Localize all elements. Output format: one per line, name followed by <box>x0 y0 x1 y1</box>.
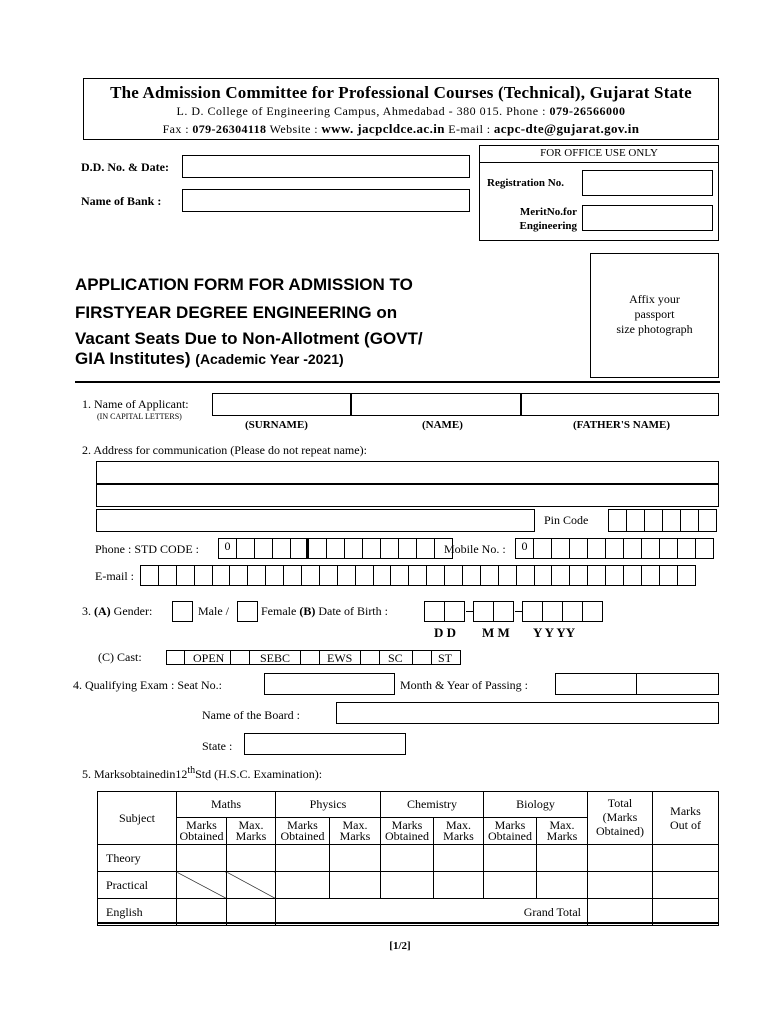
year-field[interactable] <box>636 673 719 695</box>
dd-caption: D D <box>434 625 457 640</box>
physics-header: Physics <box>276 792 381 818</box>
email-cells[interactable] <box>141 565 696 586</box>
practical-cell[interactable] <box>381 872 434 899</box>
title-line-4: GIA Institutes) (Academic Year -2021) <box>75 349 344 368</box>
out-of-header: Marks Out of <box>653 792 719 845</box>
maths-header: Maths <box>177 792 276 818</box>
biology-header: Biology <box>484 792 588 818</box>
address-line-1[interactable] <box>96 461 719 484</box>
dd-field[interactable] <box>182 155 470 178</box>
mobile-cells[interactable]: 0 <box>516 538 714 559</box>
title-line-2: FIRSTYEAR DEGREE ENGINEERING on <box>75 303 398 322</box>
theory-row-label: Theory <box>98 845 177 872</box>
surname-field[interactable] <box>212 393 351 416</box>
bank-label: Name of Bank : <box>81 194 162 208</box>
theory-cell[interactable] <box>177 845 227 872</box>
marks-table <box>97 791 719 926</box>
address-line-2[interactable] <box>96 484 719 507</box>
cast-open-checkbox[interactable] <box>166 650 185 665</box>
state-label: State : <box>202 739 233 753</box>
table-bottom-rule <box>97 922 719 924</box>
header-title: The Admission Committee for Professional Courses (Technical), Gujarat State <box>110 83 692 102</box>
q4-label: 4. Qualifying Exam : Seat No.: <box>73 678 222 692</box>
chemistry-header: Chemistry <box>381 792 484 818</box>
gender-label: 3. (A) Gender: <box>82 604 153 618</box>
physics-obtained-header: Marks Obtained <box>276 818 330 845</box>
father-name-field[interactable] <box>521 393 719 416</box>
pin-code-cells[interactable] <box>609 509 717 532</box>
seat-no-field[interactable] <box>264 673 395 695</box>
english-row-label: English <box>98 899 177 926</box>
theory-cell[interactable] <box>588 845 653 872</box>
month-field[interactable] <box>555 673 637 695</box>
photo-text: Affix your passport size photograph <box>616 292 693 336</box>
q5-label: 5. Marksobtainedin12thStd (H.S.C. Examination): <box>82 765 323 781</box>
q1-sub: (IN CAPITAL LETTERS) <box>97 412 182 421</box>
merit-field[interactable] <box>582 205 713 231</box>
cast-ews: EWS <box>327 651 353 665</box>
cast-row-end <box>460 650 461 665</box>
practical-cell[interactable] <box>434 872 484 899</box>
biology-obtained-header: Marks Obtained <box>484 818 537 845</box>
cast-ews-checkbox[interactable] <box>300 650 320 665</box>
practical-cell[interactable] <box>330 872 381 899</box>
practical-maths-crossed <box>177 872 227 899</box>
surname-caption: (SURNAME) <box>245 419 308 431</box>
theory-cell[interactable] <box>330 845 381 872</box>
address-line-3[interactable] <box>96 509 535 532</box>
chemistry-max-header: Max. Marks <box>434 818 484 845</box>
mobile-label: Mobile No. : <box>444 542 506 556</box>
cast-label: (C) Cast: <box>98 650 142 664</box>
practical-maths-crossed <box>227 872 276 899</box>
cast-sebc: SEBC <box>260 651 291 665</box>
title-line-3: Vacant Seats Due to Non-Allotment (GOVT/ <box>75 329 423 348</box>
male-label: Male / <box>198 604 229 618</box>
practical-cell[interactable] <box>588 872 653 899</box>
female-checkbox[interactable] <box>237 601 258 622</box>
divider <box>75 381 720 383</box>
title-line-1: APPLICATION FORM FOR ADMISSION TO <box>75 275 413 294</box>
female-dob-label: Female (B) Date of Birth : <box>261 604 388 618</box>
total-header: Total (Marks Obtained) <box>588 792 653 845</box>
dob-month-cells[interactable] <box>474 601 514 622</box>
cast-st-checkbox[interactable] <box>412 650 432 665</box>
subject-header: Subject <box>98 792 177 845</box>
q1-label: 1. Name of Applicant: <box>82 397 189 411</box>
office-use-title: FOR OFFICE USE ONLY <box>479 147 719 163</box>
cast-st: ST <box>438 651 453 665</box>
theory-cell[interactable] <box>381 845 434 872</box>
maths-obtained-header: Marks Obtained <box>177 818 227 845</box>
grand-total-label: Grand Total <box>276 899 588 926</box>
theory-cell[interactable] <box>434 845 484 872</box>
header-box <box>83 78 719 140</box>
maths-max-header: Max. Marks <box>227 818 276 845</box>
name-caption: (NAME) <box>422 419 463 431</box>
cast-sc-checkbox[interactable] <box>360 650 380 665</box>
theory-cell[interactable] <box>276 845 330 872</box>
name-field[interactable] <box>351 393 521 416</box>
merit-label: MeritNo.for Engineering <box>519 206 577 232</box>
mm-caption: M M <box>482 625 510 640</box>
biology-max-header: Max. Marks <box>537 818 588 845</box>
dob-day-cells[interactable] <box>425 601 465 622</box>
phone-cells[interactable]: 0 <box>219 538 453 559</box>
dob-year-cells[interactable] <box>523 601 603 622</box>
cast-sc: SC <box>388 651 403 665</box>
state-field[interactable] <box>244 733 406 755</box>
bank-field[interactable] <box>182 189 470 212</box>
theory-cell[interactable] <box>227 845 276 872</box>
pin-label: Pin Code <box>544 513 589 527</box>
chemistry-obtained-header: Marks Obtained <box>381 818 434 845</box>
registration-field[interactable] <box>582 170 713 196</box>
theory-cell[interactable] <box>484 845 537 872</box>
cast-open: OPEN <box>193 651 225 665</box>
board-field[interactable] <box>336 702 719 724</box>
cast-sebc-checkbox[interactable] <box>230 650 250 665</box>
theory-cell[interactable] <box>537 845 588 872</box>
father-caption: (FATHER'S NAME) <box>573 419 671 431</box>
male-checkbox[interactable] <box>172 601 193 622</box>
practical-cell[interactable] <box>653 872 719 899</box>
registration-label: Registration No. <box>487 177 564 189</box>
header-contact: Fax : 079-26304118 Website : www. jacpcldce.ac.in E-mail : acpc-dte@gujarat.gov.in <box>162 121 640 136</box>
q2-label: 2. Address for communication (Please do not repeat name): <box>82 443 367 457</box>
practical-cell[interactable] <box>484 872 537 899</box>
theory-cell[interactable] <box>653 845 719 872</box>
board-label: Name of the Board : <box>202 708 300 722</box>
email-label: E-mail : <box>95 569 134 583</box>
yyyy-caption: Y Y YY <box>533 625 576 640</box>
phone-label: Phone : STD CODE : <box>95 542 200 556</box>
month-year-label: Month & Year of Passing : <box>400 678 529 692</box>
header-address: L. D. College of Engineering Campus, Ahmedabad - 380 015. Phone : 079-26566000 <box>176 104 626 118</box>
practical-cell[interactable] <box>537 872 588 899</box>
page-number: [1/2] <box>389 940 411 952</box>
practical-cell[interactable] <box>276 872 330 899</box>
dd-label: D.D. No. & Date: <box>81 160 169 174</box>
physics-max-header: Max. Marks <box>330 818 381 845</box>
practical-row-label: Practical <box>98 872 177 899</box>
